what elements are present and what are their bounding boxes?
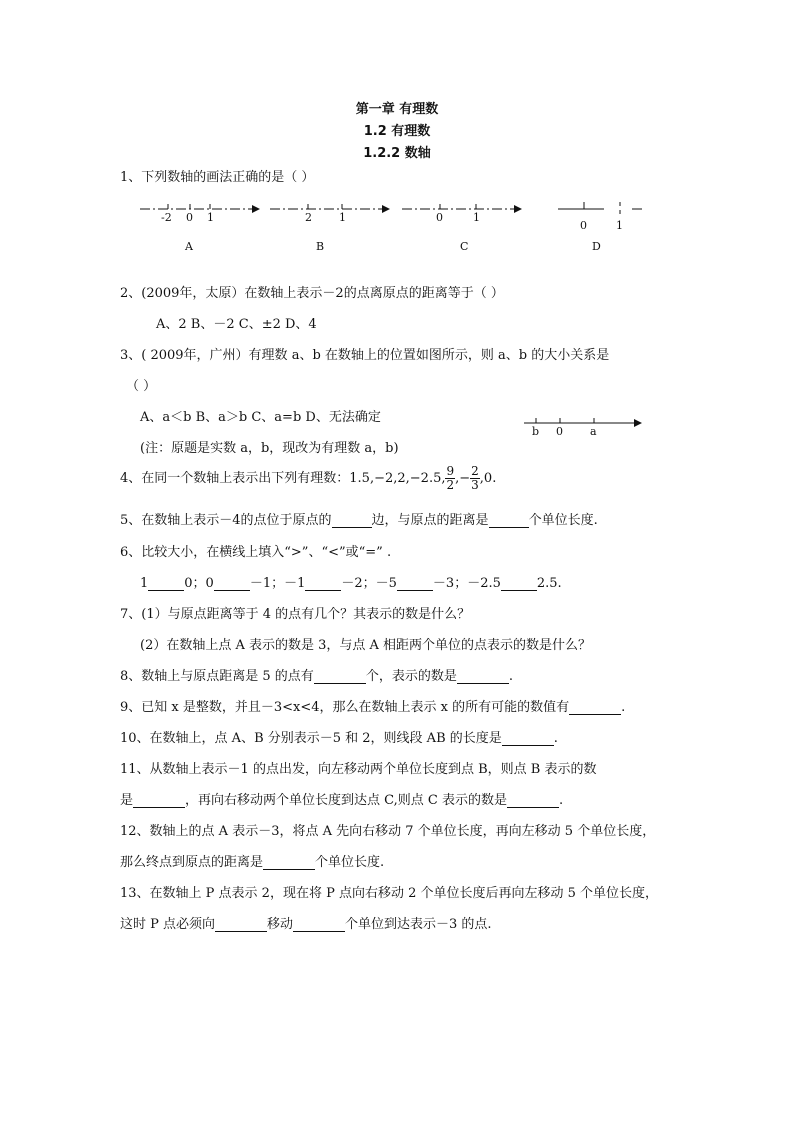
- q4-prefix: 4、在同一个数轴上表示出下列有理数：1.5,−2,2,−2.5,: [120, 471, 446, 486]
- fraction-9-2: $\frac{9}{2}$: [446, 464, 455, 492]
- fraction-2-3: $\frac{2}{3}$: [471, 464, 479, 492]
- question-6: 6、比较大小，在横线上填入“>”、“<”或“=” .: [120, 545, 392, 560]
- axis-d: [558, 202, 642, 253]
- answer-blank[interactable]: [457, 670, 509, 684]
- question-6-blanks: 1 0；0 －1；－1 －2；－5 －3；－2.5 2.5.: [140, 576, 562, 591]
- question-7-part-1: 7、(1）与原点距离等于 4 的点有几个？其表示的数是什么？: [120, 607, 471, 622]
- answer-blank[interactable]: [397, 577, 433, 591]
- axis-a-letter: A: [185, 240, 193, 253]
- section-title: 1.2 有理数: [363, 124, 431, 139]
- answer-blank[interactable]: [489, 514, 529, 528]
- question-3-paren: （ ）: [126, 379, 157, 394]
- question-4: [120, 465, 496, 492]
- answer-blank[interactable]: [507, 794, 559, 808]
- question-11-line-2: 是 ，再向右移动两个单位长度到达点 C,则点 C 表示的数是 .: [120, 793, 564, 808]
- question-12-line-1: 12、数轴上的点 A 表示－3，将点 A 先向右移动 7 个单位长度，再向左移动 5 个单位长度，: [120, 824, 656, 839]
- question-13-line-1: 13、在数轴上 P 点表示 2，现在将 P 点向右移动 2 个单位长度后再向左移动 5 个单位长度，: [120, 886, 659, 901]
- question-12-line-2: 那么终点到原点的距离是 个单位长度.: [120, 855, 385, 870]
- axis-a-label: 0: [186, 211, 193, 224]
- axis-c-label: 0: [436, 211, 443, 224]
- question-3-note: (注：原题是实数 a，b，现改为有理数 a，b): [140, 441, 399, 456]
- question-8: 8、数轴上与原点距离是 5 的点有 个，表示的数是 .: [120, 669, 513, 684]
- axis-b-letter: B: [316, 240, 325, 253]
- answer-blank[interactable]: [501, 577, 537, 591]
- question-5: 5、在数轴上表示－4的点位于原点的 边，与原点的距离是 个单位长度.: [120, 513, 598, 528]
- axis-a-label: 1: [207, 211, 214, 224]
- answer-blank[interactable]: [502, 732, 554, 746]
- axis-d-letter: D: [592, 240, 601, 253]
- question-13-line-2: 这时 P 点必须向 移动 个单位到达表示－3 的点.: [120, 917, 492, 932]
- answer-blank[interactable]: [263, 856, 315, 870]
- q4-suffix: ,0.: [479, 471, 497, 486]
- axis-a: [140, 204, 260, 253]
- question-3: 3、( 2009年，广州）有理数 a、b 在数轴上的位置如图所示，则 a、b 的大小关系是: [120, 348, 610, 363]
- answer-blank[interactable]: [148, 577, 184, 591]
- axis-b-label: 2: [305, 211, 312, 224]
- answer-blank[interactable]: [569, 701, 621, 715]
- q1-number-line-figures: [130, 196, 670, 266]
- answer-blank[interactable]: [133, 794, 185, 808]
- answer-blank[interactable]: [314, 670, 366, 684]
- q3-axis-label-0: 0: [556, 425, 563, 438]
- question-7-part-2: (2）在数轴上点 A 表示的数是 3，与点 A 相距两个单位的点表示的数是什么？: [140, 638, 592, 653]
- axis-a-label: -2: [161, 211, 172, 224]
- chapter-title: 第一章 有理数: [355, 102, 439, 117]
- question-11-line-1: 11、从数轴上表示－1 的点出发，向左移动两个单位长度到点 B，则点 B 表示的数: [120, 762, 597, 777]
- axis-d-label: 0: [580, 219, 587, 232]
- question-9: 9、已知 x 是整数，并且－3<x<4，那么在数轴上表示 x 的所有可能的数值有 .: [120, 700, 626, 715]
- question-2-options: A、2 B、－2 C、±2 D、4: [156, 317, 317, 332]
- q4-mid: ,−: [455, 471, 471, 486]
- q3-axis-label-b: b: [532, 425, 540, 438]
- axis-b: [270, 204, 390, 253]
- question-3-options: A、a＜b B、a＞b C、a=b D、无法确定: [140, 410, 381, 425]
- question-10: 10、在数轴上，点 A、B 分别表示－5 和 2，则线段 AB 的长度是 .: [120, 731, 558, 746]
- axis-c-letter: C: [460, 240, 469, 253]
- question-1: 1、下列数轴的画法正确的是（ ）: [120, 170, 315, 185]
- axis-b-label: 1: [339, 211, 346, 224]
- q3-axis-label-a: a: [590, 425, 597, 438]
- answer-blank[interactable]: [215, 918, 267, 932]
- answer-blank[interactable]: [293, 918, 345, 932]
- answer-blank[interactable]: [214, 577, 250, 591]
- axis-c: [402, 204, 522, 253]
- answer-blank[interactable]: [305, 577, 341, 591]
- question-2: 2、(2009年，太原）在数轴上表示－2的点离原点的距离等于（ ）: [120, 286, 504, 301]
- answer-blank[interactable]: [332, 514, 372, 528]
- q3-number-line: [520, 412, 650, 438]
- axis-d-label: 1: [616, 219, 623, 232]
- subsection-title: 1.2.2 数轴: [363, 146, 431, 161]
- axis-c-label: 1: [473, 211, 480, 224]
